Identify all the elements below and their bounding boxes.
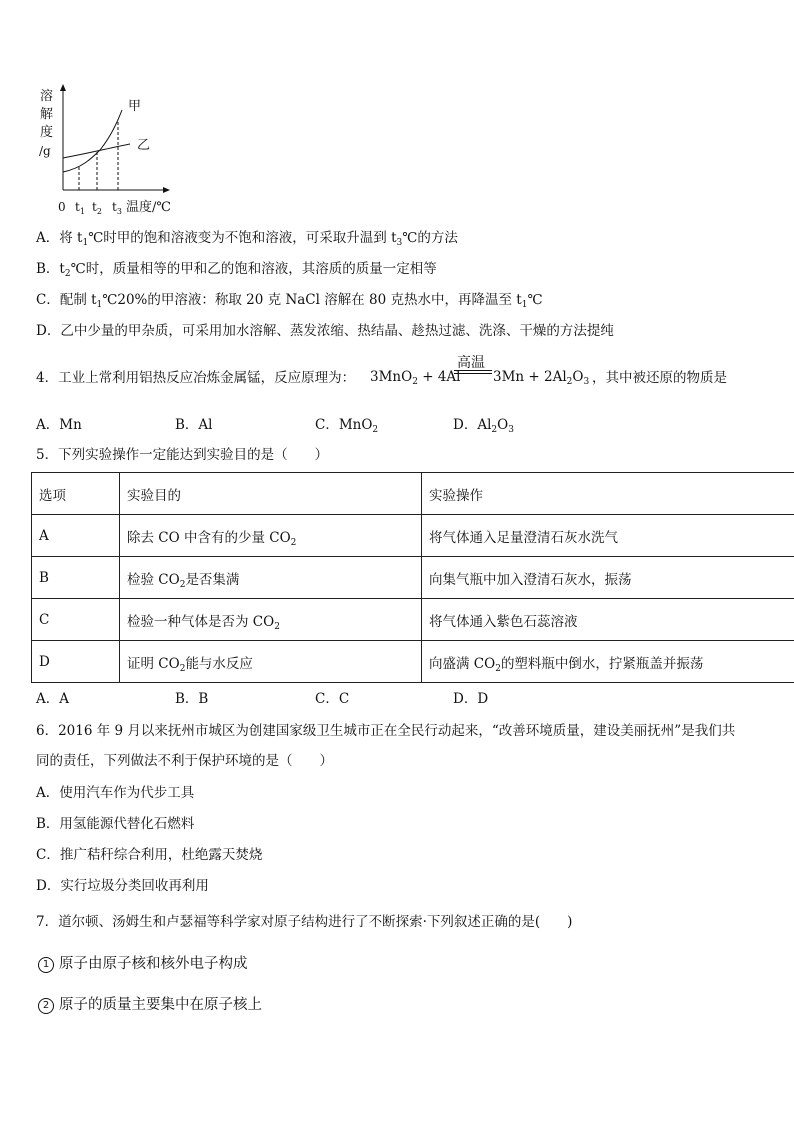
tick-t1: $t_1$ [75, 200, 85, 216]
ylabel-char-3: 度 [40, 125, 54, 140]
equation-bar-bottom [454, 373, 492, 374]
experiment-table [31, 472, 794, 683]
curve-b-line [63, 144, 130, 158]
q5-option-c: C．C [315, 691, 350, 707]
q6-option-a: A．使用汽车作为代步工具 [36, 785, 195, 801]
equation-bar-top [454, 370, 492, 371]
row-goal: 检验 $CO_2$是否集满 [120, 557, 422, 599]
row-goal: 检验一种气体是否为 $CO_2$ [120, 599, 422, 641]
table-header-row [32, 473, 794, 515]
header-goal: 实验目的 [120, 473, 422, 515]
x-axis-arrow [163, 187, 170, 193]
header-operation: 实验操作 [422, 473, 794, 515]
row-operation: 将气体通入紫色石蕊溶液 [422, 599, 794, 641]
row-option: B [32, 557, 120, 599]
solubility-graph [30, 82, 180, 222]
xlabel: 温度/℃ [126, 200, 171, 215]
q6-option-d: D．实行垃圾分类回收再利用 [36, 878, 209, 894]
q7-item-2: 2 原子的质量主要集中在原子核上 [38, 995, 262, 1015]
q4-option-a: A．Mn [36, 417, 82, 433]
q4-stem: 4．工业上常利用铝热反应冶炼金属锰，反应原理为： [36, 370, 356, 386]
tick-t3: $t_3$ [112, 200, 122, 216]
q4-equation [370, 352, 590, 392]
equation-products: $3Mn + 2Al_2O_3$ [493, 369, 590, 387]
ylabel-char-2: 解 [40, 107, 54, 122]
circled-number-icon: 2 [38, 998, 54, 1014]
q6-stem-line2: 同的责任，下列做法不利于保护环境的是（ ） [36, 753, 333, 769]
q4-option-d: D．$Al_2O_3$ [453, 417, 514, 435]
table-row [32, 557, 794, 599]
q3-option-c: C．配制 $t_1℃20\%$的甲溶液：称取 20 克 NaCl 溶解在 80 克热水中，再降温至 $t_1℃$ [36, 292, 543, 310]
table-row [32, 641, 794, 683]
tick-t2: $t_2$ [92, 200, 102, 216]
row-option: A [32, 515, 120, 557]
q5-option-d: D．D [453, 691, 489, 707]
q7-stem: 7．道尔顿、汤姆生和卢瑟福等科学家对原子结构进行了不断探索·下列叙述正确的是( ) [36, 914, 573, 930]
row-option: D [32, 641, 120, 683]
row-option: C [32, 599, 120, 641]
q3-option-a: A．将 $t_1℃$时甲的饱和溶液变为不饱和溶液，可采取升温到 $t_3℃$的方法 [36, 230, 458, 248]
q3-option-d: D．乙中少量的甲杂质，可采用加水溶解、蒸发浓缩、热结晶、趁热过滤、洗涤、干燥的方法提纯 [36, 323, 614, 339]
table-row [32, 515, 794, 557]
q7-item-1: 1 原子由原子核和核外电子构成 [38, 954, 248, 974]
q5-option-b: B．B [175, 691, 209, 707]
q6-option-b: B．用氢能源代替化石燃料 [36, 816, 195, 832]
origin-label: 0 [58, 200, 66, 214]
row-operation: 向集气瓶中加入澄清石灰水，振荡 [422, 557, 794, 599]
q6-stem-line1: 6．2016 年 9 月以来抚州市城区为创建国家级卫生城市正在全民行动起来，“改善环境质量，建设美丽抚州”是我们共 [36, 723, 736, 739]
q4-option-c: C．MnO$_2$ [315, 417, 379, 435]
q4-option-b: B．Al [175, 417, 213, 433]
y-axis-arrow [60, 84, 66, 91]
header-option: 选项 [32, 473, 120, 515]
curve-a-label: 甲 [128, 99, 142, 114]
q4-tail: ，其中被还原的物质是 [592, 370, 727, 386]
row-goal: 证明 $CO_2$能与水反应 [120, 641, 422, 683]
row-operation: 将气体通入足量澄清石灰水洗气 [422, 515, 794, 557]
equation-reactants: 3MnO$_2$ + 4Al [370, 369, 461, 387]
curve-a-line [63, 110, 122, 172]
circled-number-icon: 1 [38, 957, 54, 973]
curve-b-label: 乙 [137, 138, 151, 153]
table-row [32, 599, 794, 641]
ylabel-char-4: /g [39, 144, 51, 158]
q6-option-c: C．推广秸秆综合利用，杜绝露天焚烧 [36, 847, 263, 863]
q5-stem: 5．下列实验操作一定能达到实验目的是（ ） [36, 447, 329, 463]
row-operation: 向盛满 $CO_2$的塑料瓶中倒水，拧紧瓶盖并振荡 [422, 641, 794, 683]
q3-option-b: B．$t_2℃$时，质量相等的甲和乙的饱和溶液，其溶质的质量一定相等 [36, 261, 437, 279]
equation-condition: 高温 [457, 355, 485, 371]
q5-option-a: A．A [36, 691, 69, 707]
ylabel-char-1: 溶 [40, 89, 54, 104]
row-goal: 除去 CO 中含有的少量 $CO_2$ [120, 515, 422, 557]
